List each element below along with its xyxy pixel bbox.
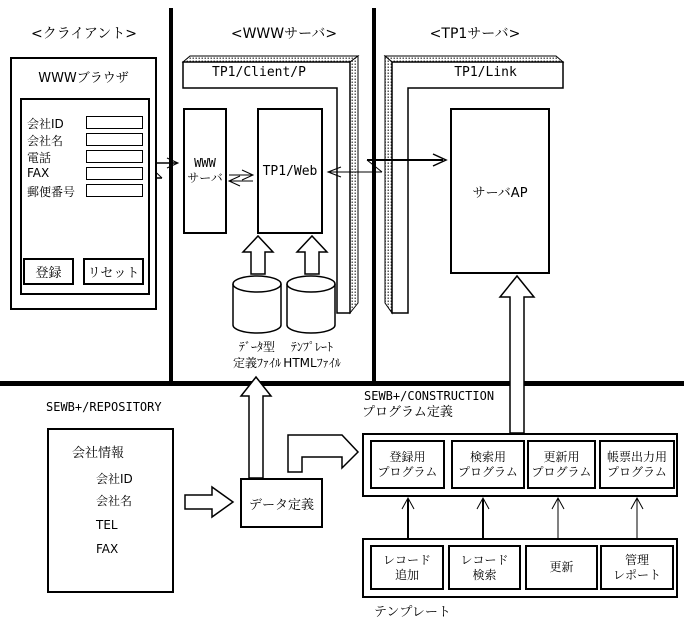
tree-item-company-id: 会社ID: [96, 472, 133, 486]
template-box-report: [600, 545, 674, 590]
divider-client-www: [169, 8, 173, 384]
repository-title: SEWB+/REPOSITORY: [46, 400, 162, 414]
program-update-line1: 更新用: [543, 449, 580, 464]
template-report-line1: 管理: [624, 552, 649, 567]
data-definition-label: データ定義: [248, 497, 314, 513]
template-record-search-line2: 検索: [472, 567, 497, 582]
datafile-cylinder-top: [233, 276, 281, 292]
program-search-line2: プログラム: [458, 464, 518, 479]
company-name-input[interactable]: [86, 133, 143, 146]
program-search-line1: 検索用: [469, 449, 506, 464]
arrow-datadef-to-programs: [288, 435, 358, 472]
tree-item-fax: FAX: [96, 542, 119, 556]
tp1link-side-face: [385, 56, 392, 313]
tp1link-top-face: [385, 56, 563, 62]
program-register-line1: 登録用: [389, 449, 426, 464]
tp1-server-section-header: <TP1サーバ>: [429, 26, 521, 42]
register-button[interactable]: 登録: [23, 258, 74, 285]
program-update-line2: プログラム: [531, 464, 592, 479]
www-server-box-line2: サーバ: [187, 171, 223, 185]
server-ap-box: [450, 108, 550, 274]
tree-item-company-name: 会社名: [96, 494, 133, 508]
browser-title: WWWブラウザ: [38, 71, 129, 86]
program-register-line2: プログラム: [377, 464, 438, 479]
datafile-label-line2: 定義ﾌｧｲﾙ: [232, 356, 281, 370]
templatefile-cylinder-label: [272, 339, 352, 371]
reset-button[interactable]: リセット: [83, 258, 144, 285]
template-caption: テンプレート: [374, 605, 451, 620]
arrow-datadef-to-files: [241, 377, 271, 478]
tree-root-label: 会社情報: [72, 446, 125, 461]
template-box-record-add: [370, 545, 444, 590]
tp1clientp-top-face: [183, 56, 358, 62]
postal-code-label: 郵便番号: [27, 185, 76, 199]
program-definition-subtitle: プログラム定義: [362, 405, 453, 420]
tp1link-label: TP1/Link: [454, 65, 517, 80]
fax-input[interactable]: [86, 167, 143, 180]
fax-label: FAX: [27, 166, 50, 180]
arrow-programs-to-serverap: [500, 276, 534, 433]
postal-code-input[interactable]: [86, 184, 143, 197]
company-id-label: 会社ID: [27, 117, 64, 131]
tree-item-tel: TEL: [96, 518, 118, 532]
www-server-box: [183, 108, 227, 234]
program-box-update: [527, 440, 596, 489]
data-definition-box: [240, 478, 323, 528]
template-record-add-line2: 追加: [394, 567, 419, 582]
templatefile-label-line1: ﾃﾝﾌﾟﾚｰﾄ: [290, 340, 333, 354]
program-box-register: [370, 440, 445, 489]
arrow-datafile-to-tp1web: [243, 236, 273, 274]
tp1web-label: TP1/Web: [262, 163, 318, 179]
www-server-section-header: <WWWサーバ>: [230, 26, 338, 42]
divider-horizontal: [0, 381, 684, 386]
templatefile-label-line2: HTMLﾌｧｲﾙ: [283, 356, 341, 370]
company-name-label: 会社名: [27, 134, 64, 148]
tp1clientp-side-face: [350, 56, 358, 313]
www-server-box-line1: WWW: [194, 156, 216, 170]
arrow-repository-to-datadef: [185, 487, 233, 517]
phone-label: 電話: [27, 151, 52, 165]
tp1clientp-label: TP1/Client/P: [212, 65, 306, 80]
construction-title: SEWB+/CONSTRUCTION: [364, 389, 495, 403]
company-id-input[interactable]: [86, 116, 143, 129]
client-section-header: <クライアント>: [30, 26, 138, 42]
template-box-update: [525, 545, 598, 590]
templatefile-cylinder-top: [287, 276, 335, 292]
program-report-line2: プログラム: [607, 464, 667, 479]
template-record-search-line1: レコード: [460, 552, 509, 567]
template-record-add-line1: レコード: [382, 552, 431, 567]
divider-www-tp1: [372, 8, 376, 384]
arrow-templatefile-to-tp1web: [297, 236, 327, 274]
template-report-line2: レポート: [612, 567, 661, 582]
program-box-search: [451, 440, 525, 489]
program-box-report: [599, 440, 675, 489]
phone-input[interactable]: [86, 150, 143, 163]
server-ap-label: サーバAP: [472, 185, 528, 201]
datafile-label-line1: ﾃﾞｰﾀ型: [238, 340, 275, 354]
program-report-line1: 帳票出力用: [606, 449, 667, 464]
template-box-record-search: [448, 545, 521, 590]
tp1web-box: [257, 108, 323, 234]
template-update-line1: 更新: [549, 560, 574, 574]
